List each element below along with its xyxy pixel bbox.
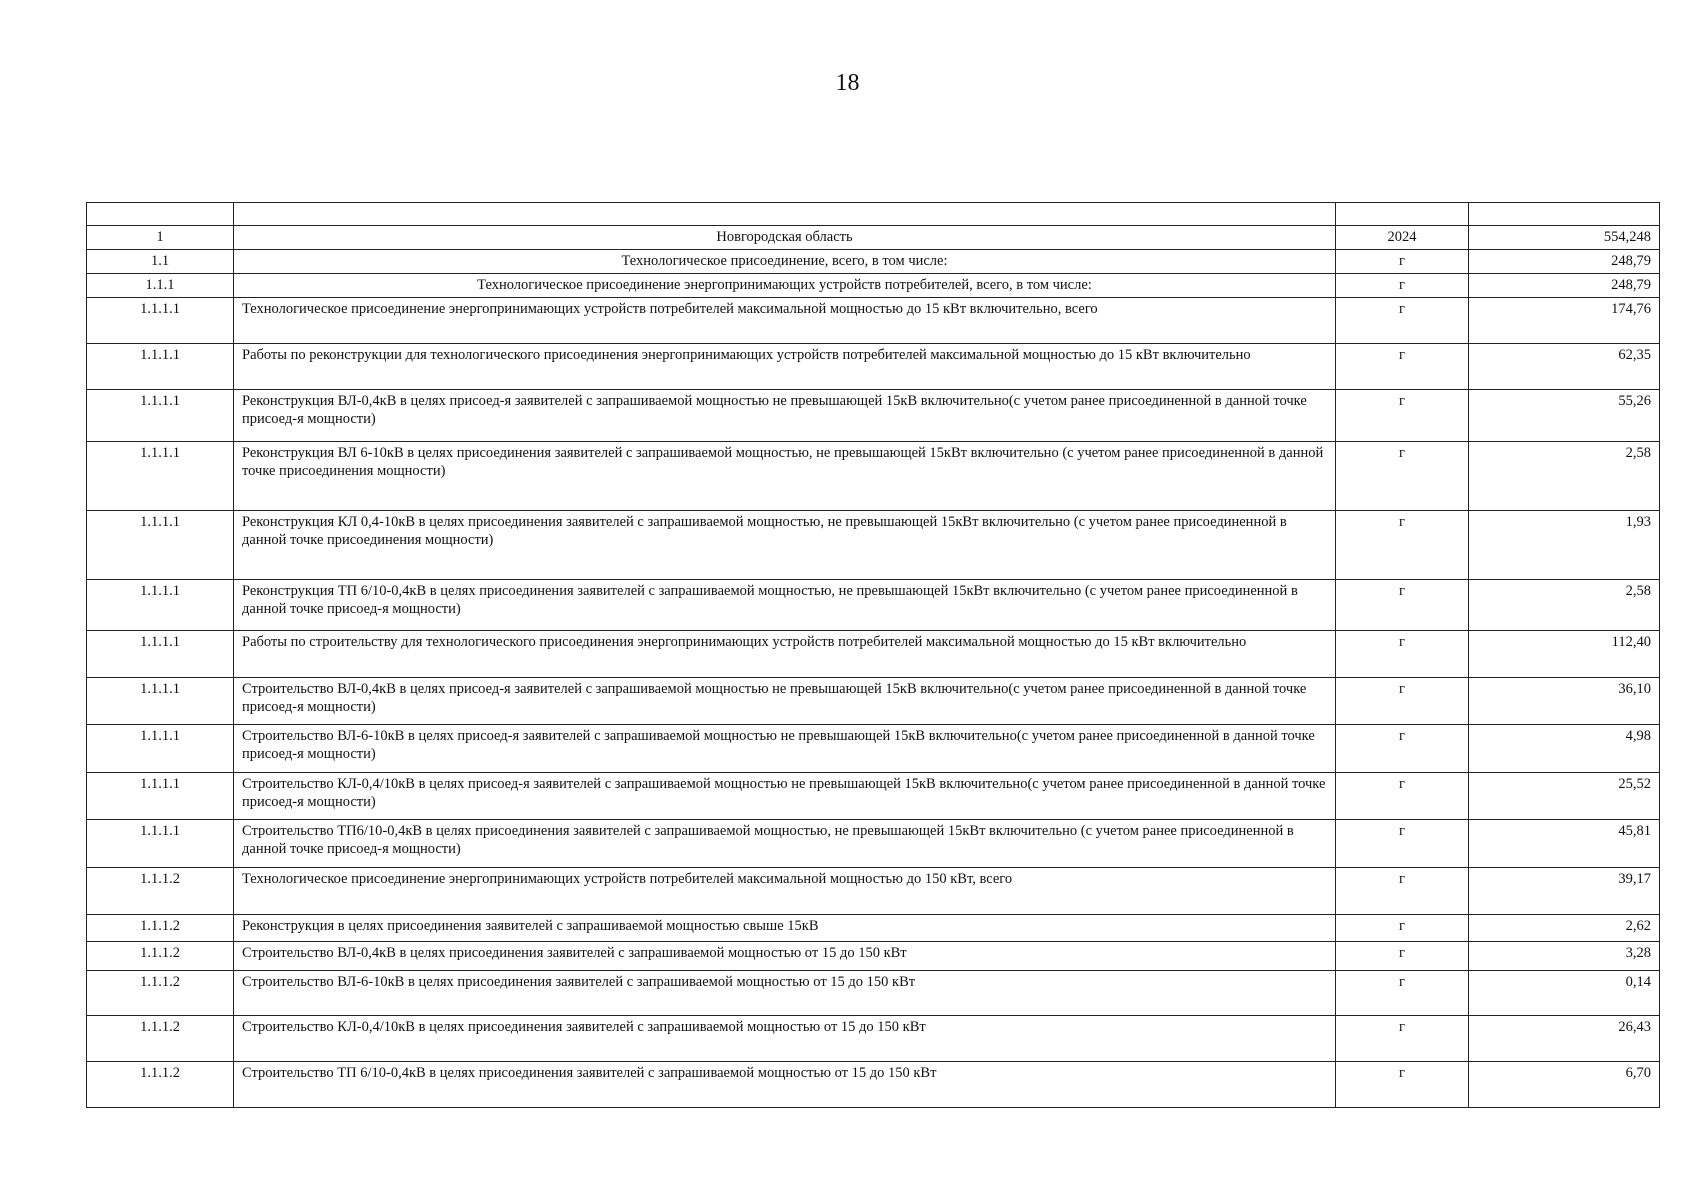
row-value: 45,81 xyxy=(1469,820,1660,868)
table-body xyxy=(87,203,1660,1108)
table-row xyxy=(87,868,1660,915)
row-value: 6,70 xyxy=(1469,1062,1660,1108)
row-name: Технологическое присоединение энергопринимающих устройств потребителей максимальной мощностью до 150 кВт, всего xyxy=(234,868,1336,915)
row-unit: г xyxy=(1336,820,1469,868)
row-value: 2,58 xyxy=(1469,580,1660,631)
row-name: Строительство ВЛ-0,4кВ в целях присоединения заявителей с запрашиваемой мощностью от 15 до 150 кВт xyxy=(234,942,1336,971)
row-number: 1.1 xyxy=(87,250,234,274)
row-name: Строительство ВЛ-6-10кВ в целях присоед-я заявителей с запрашиваемой мощностью не превышающей 15кВ включительно(с учетом ранее присоединенной в данной точке присоед-я мощности) xyxy=(234,725,1336,773)
row-unit: г xyxy=(1336,971,1469,1016)
row-value: 2,62 xyxy=(1469,915,1660,942)
row-number: 1.1.1.1 xyxy=(87,725,234,773)
row-name: Строительство КЛ-0,4/10кВ в целях присоединения заявителей с запрашиваемой мощностью от 15 до 150 кВт xyxy=(234,1016,1336,1062)
row-name: Реконструкция ВЛ-0,4кВ в целях присоед-я заявителей с запрашиваемой мощностью не превышающей 15кВ включительно(с учетом ранее присоединенной в данной точке присоед-я мощности) xyxy=(234,390,1336,442)
row-value: 248,79 xyxy=(1469,250,1660,274)
row-value: 554,248 xyxy=(1469,226,1660,250)
table-row xyxy=(87,971,1660,1016)
row-number: 1.1.1.2 xyxy=(87,1016,234,1062)
table-row xyxy=(87,915,1660,942)
row-number: 1.1.1.1 xyxy=(87,511,234,580)
row-name: Реконструкция в целях присоединения заявителей с запрашиваемой мощностью свыше 15кВ xyxy=(234,915,1336,942)
row-name: Технологическое присоединение энергопринимающих устройств потребителей, всего, в том числе: xyxy=(234,274,1336,298)
row-unit: 2024 xyxy=(1336,226,1469,250)
row-number: 1.1.1.2 xyxy=(87,971,234,1016)
row-unit: г xyxy=(1336,442,1469,511)
table-row xyxy=(87,725,1660,773)
row-number: 1.1.1.1 xyxy=(87,344,234,390)
row-number: 1.1.1.1 xyxy=(87,298,234,344)
row-name: Строительство ВЛ-6-10кВ в целях присоединения заявителей с запрашиваемой мощностью от 15 до 150 кВт xyxy=(234,971,1336,1016)
row-name: Строительство ТП6/10-0,4кВ в целях присоединения заявителей с запрашиваемой мощностью, не превышающей 15кВт включительно (с учетом ранее присоединенной в данной точке присоед-я мощности) xyxy=(234,820,1336,868)
table-row xyxy=(87,942,1660,971)
row-unit: г xyxy=(1336,298,1469,344)
row-unit: г xyxy=(1336,942,1469,971)
table-row xyxy=(87,1016,1660,1062)
row-name: Реконструкция КЛ 0,4-10кВ в целях присоединения заявителей с запрашиваемой мощностью, не превышающей 15кВт включительно (с учетом ранее присоединенной в данной точке присоединения мощности) xyxy=(234,511,1336,580)
table-row xyxy=(87,442,1660,511)
row-number: 1.1.1.1 xyxy=(87,390,234,442)
row-name: Реконструкция ВЛ 6-10кВ в целях присоединения заявителей с запрашиваемой мощностью, не превышающей 15кВт включительно (с учетом ранее присоединенной в данной точке присоединения мощности) xyxy=(234,442,1336,511)
row-unit: г xyxy=(1336,344,1469,390)
row-value: 36,10 xyxy=(1469,678,1660,725)
row-number: 1.1.1.2 xyxy=(87,868,234,915)
row-name: Новгородская область xyxy=(234,226,1336,250)
table-row xyxy=(87,820,1660,868)
row-unit: г xyxy=(1336,250,1469,274)
row-value: 25,52 xyxy=(1469,773,1660,820)
row-name: Технологическое присоединение, всего, в том числе: xyxy=(234,250,1336,274)
row-number: 1.1.1.1 xyxy=(87,678,234,725)
row-unit: г xyxy=(1336,580,1469,631)
row-unit: г xyxy=(1336,274,1469,298)
table-row xyxy=(87,390,1660,442)
row-name: Строительство ВЛ-0,4кВ в целях присоед-я заявителей с запрашиваемой мощностью не превышающей 15кВ включительно(с учетом ранее присоединенной в данной точке присоед-я мощности) xyxy=(234,678,1336,725)
row-unit: г xyxy=(1336,915,1469,942)
row-number: 1.1.1.1 xyxy=(87,580,234,631)
row-number: 1.1.1.2 xyxy=(87,1062,234,1108)
row-value: 174,76 xyxy=(1469,298,1660,344)
row-number: 1.1.1.1 xyxy=(87,773,234,820)
row-value: 3,28 xyxy=(1469,942,1660,971)
row-name: Технологическое присоединение энергопринимающих устройств потребителей максимальной мощностью до 15 кВт включительно, всего xyxy=(234,298,1336,344)
table-row xyxy=(87,250,1660,274)
page-number: 18 xyxy=(835,70,860,96)
table-row xyxy=(87,226,1660,250)
row-value: 1,93 xyxy=(1469,511,1660,580)
row-unit: г xyxy=(1336,1062,1469,1108)
row-value: 2,58 xyxy=(1469,442,1660,511)
row-unit: г xyxy=(1336,390,1469,442)
row-unit: г xyxy=(1336,678,1469,725)
row-value: 4,98 xyxy=(1469,725,1660,773)
table-row xyxy=(87,511,1660,580)
row-value: 62,35 xyxy=(1469,344,1660,390)
row-value: 55,26 xyxy=(1469,390,1660,442)
row-number: 1 xyxy=(87,226,234,250)
row-unit: г xyxy=(1336,1016,1469,1062)
row-number: 1.1.1.2 xyxy=(87,942,234,971)
table-row xyxy=(87,678,1660,725)
header-cell-value xyxy=(1469,203,1660,226)
header-cell-unit xyxy=(1336,203,1469,226)
row-value: 0,14 xyxy=(1469,971,1660,1016)
row-name: Работы по реконструкции для технологического присоединения энергопринимающих устройств потребителей максимальной мощностью до 15 кВт включительно xyxy=(234,344,1336,390)
table-row xyxy=(87,580,1660,631)
investment-table xyxy=(86,202,1660,1108)
row-unit: г xyxy=(1336,511,1469,580)
table-row xyxy=(87,631,1660,678)
row-value: 112,40 xyxy=(1469,631,1660,678)
table-row xyxy=(87,298,1660,344)
table-row xyxy=(87,344,1660,390)
row-name: Строительство КЛ-0,4/10кВ в целях присоед-я заявителей с запрашиваемой мощностью не превышающей 15кВ включительно(с учетом ранее присоединенной в данной точке присоед-я мощности) xyxy=(234,773,1336,820)
header-cell-name xyxy=(234,203,1336,226)
row-unit: г xyxy=(1336,773,1469,820)
row-unit: г xyxy=(1336,868,1469,915)
row-number: 1.1.1.2 xyxy=(87,915,234,942)
row-number: 1.1.1.1 xyxy=(87,820,234,868)
row-unit: г xyxy=(1336,631,1469,678)
row-number: 1.1.1.1 xyxy=(87,442,234,511)
table-header-row xyxy=(87,203,1660,226)
row-name: Реконструкция ТП 6/10-0,4кВ в целях присоединения заявителей с запрашиваемой мощностью, не превышающей 15кВт включительно (с учетом ранее присоединенной в данной точке присоед-я мощности) xyxy=(234,580,1336,631)
header-cell-num xyxy=(87,203,234,226)
row-value: 39,17 xyxy=(1469,868,1660,915)
row-name: Строительство ТП 6/10-0,4кВ в целях присоединения заявителей с запрашиваемой мощностью от 15 до 150 кВт xyxy=(234,1062,1336,1108)
row-unit: г xyxy=(1336,725,1469,773)
row-value: 248,79 xyxy=(1469,274,1660,298)
row-number: 1.1.1 xyxy=(87,274,234,298)
row-name: Работы по строительству для технологического присоединения энергопринимающих устройств потребителей максимальной мощностью до 15 кВт включительно xyxy=(234,631,1336,678)
table-row xyxy=(87,274,1660,298)
row-value: 26,43 xyxy=(1469,1016,1660,1062)
row-number: 1.1.1.1 xyxy=(87,631,234,678)
table-row xyxy=(87,773,1660,820)
table-row xyxy=(87,1062,1660,1108)
